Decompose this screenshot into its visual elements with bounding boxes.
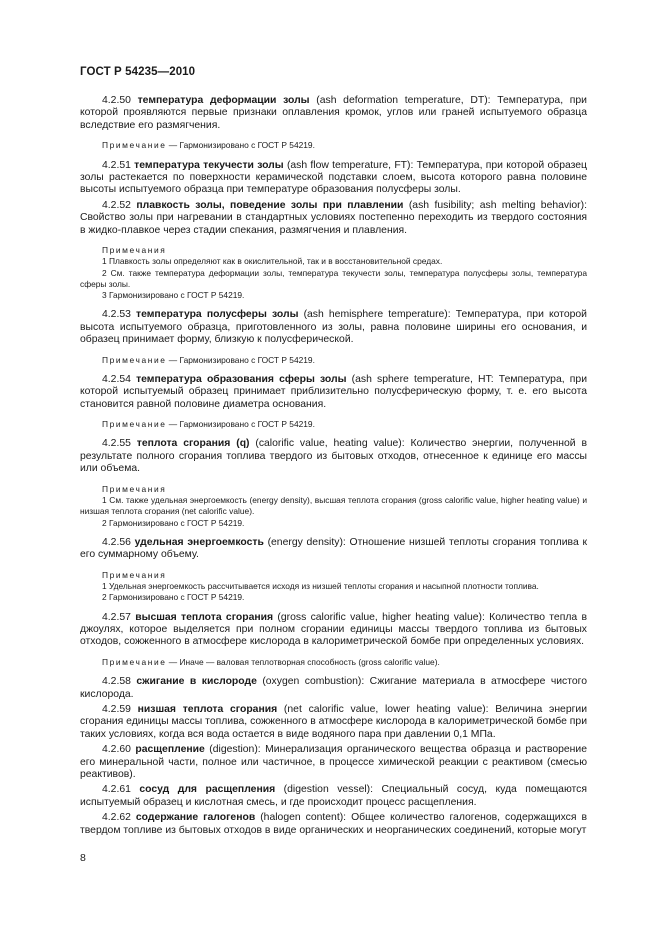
term-number: 4.2.58 — [102, 676, 131, 688]
term-number: 4.2.50 — [102, 95, 131, 106]
notes-label: Примечания — [102, 483, 167, 494]
term-definition — [80, 160, 587, 197]
spacer — [80, 430, 587, 438]
term-number: 4.2.51 — [102, 159, 131, 171]
term-number: 4.2.53 — [102, 309, 131, 321]
term-definition — [80, 784, 587, 809]
spacer — [80, 649, 587, 657]
term-name: высшая теплота сгорания — [135, 611, 274, 623]
spacer — [80, 132, 587, 140]
note — [80, 140, 587, 151]
term-number: 4.2.57 — [102, 611, 131, 623]
note-text: — Гармонизировано с ГОСТ Р 54219. — [166, 140, 315, 151]
term-text: (gross calorific value, higher heating value): Количество тепла в джоулях, которое выделяется при полном сгорании единицы массы твердого топлива из бытовых отходов, сожженного в атмосфере кислорода в калориметрической бомбе при определенных условиях. — [80, 611, 587, 648]
term-text: (digestion vessel): Специальный сосуд, куда помещаются испытуемый образец и кислотная смесь, и где происходит процесс расщепления. — [80, 784, 587, 808]
term-definition — [80, 309, 587, 346]
term-number: 4.2.61 — [102, 784, 131, 796]
spacer — [80, 529, 587, 537]
term-definition — [80, 812, 587, 837]
note-label: Примечание — [102, 656, 167, 667]
term-definition — [80, 200, 587, 237]
term-number: 4.2.62 — [102, 812, 131, 824]
term-text: (halogen content): Общее количество галогенов, содержащихся в твердом топливе из бытовых отходов в виде органических и неорганических соединений, которые могут — [80, 812, 588, 836]
spacer — [80, 347, 587, 355]
note-item: 1 Удельная энергоемкость рассчитывается исходя из низшей теплоты сгорания и насыпной плотности топлива. — [102, 580, 539, 591]
term-text: (ash hemisphere temperature): Температура, при которой высота испытуемого образца, приготовленного из золы, равна половине ширины его основания, и образец принимает форму, близкую к полусферической. — [80, 309, 587, 346]
term-text: (calorific value, heating value): Количество энергии, полученной в результате полного сгорания топлива твердого из бытовых отходов, отнесенное к единице его массы или объема. — [80, 438, 587, 475]
term-number: 4.2.54 — [102, 373, 131, 385]
notes-label: Примечания — [102, 569, 167, 580]
notes-label: Примечания — [102, 244, 167, 255]
note-item: 2 Гармонизировано с ГОСТ Р 54219. — [102, 592, 245, 603]
spacer — [80, 604, 587, 612]
term-name: низшая теплота сгорания — [137, 703, 278, 715]
note-text: — Гармонизировано с ГОСТ Р 54219. — [166, 419, 315, 430]
term-text: (ash deformation temperature, DT): Температура, при которой проявляются первые признаки оплавления кромок, углов или граней испытуемого образца вследствие его размягчения. — [80, 95, 587, 131]
note-label: Примечание — [102, 354, 167, 365]
spacer — [80, 562, 587, 570]
term-definition — [80, 744, 587, 781]
note-item: 2 Гармонизировано с ГОСТ Р 54219. — [102, 517, 245, 528]
note-item: 3 Гармонизировано с ГОСТ Р 54219. — [102, 290, 245, 301]
term-number: 4.2.56 — [102, 536, 131, 548]
term-name: температура образования сферы золы — [136, 373, 347, 385]
spacer — [80, 411, 587, 419]
term-definition — [80, 612, 587, 649]
term-text: (net calorific value, lower heating value): Величина энергии сгорания единицы массы топлива, сожженного в атмосфере кислорода в калориметрической бомбе при таких условиях, когда вся вода остается в виде водяного пара при давлении 0,1 МПа. — [80, 703, 588, 740]
note-text: — Гармонизировано с ГОСТ Р 54219. — [166, 354, 315, 365]
term-name: сосуд для расщепления — [139, 784, 276, 796]
note-text: — Иначе — валовая теплотворная способность (gross calorific value). — [166, 656, 440, 667]
term-text: (oxygen combustion): Сжигание материала в атмосфере чистого кислорода. — [80, 676, 587, 700]
spacer — [80, 237, 587, 245]
term-definition — [80, 704, 587, 741]
term-number: 4.2.55 — [102, 438, 131, 450]
term-definition — [80, 676, 587, 701]
term-text: (ash fusibility; ash melting behavior): Свойство золы при нагревании в стандартных условиях постепенно переходить из твердого состояния в жидко-плавкое через стадии спекания, размягчения и плавления. — [80, 199, 587, 236]
page-number: 8 — [80, 852, 86, 864]
note — [80, 419, 587, 430]
spacer — [80, 366, 587, 374]
term-text: (ash sphere temperature, HT: Температура, при которой испытуемый образец принимает приблизительно полусферическую форму, т. е. его высота становится равной половине диаметра основания. — [80, 373, 587, 410]
note-item: 2 См. также температура деформации золы, температура текучести золы, температура полусферы золы, температура сферы золы. — [80, 267, 587, 289]
term-text: (energy density): Отношение низшей теплоты сгорания топлива к его суммарному объему. — [80, 536, 587, 561]
term-name: температура полусферы золы — [136, 309, 299, 321]
spacer — [80, 152, 587, 160]
term-definition — [80, 438, 587, 475]
spacer — [80, 668, 587, 676]
term-text: (ash flow temperature, FT): Температура, при которой образец золы растекается по поверхности керамической подставки слоем, высота которого равна половине высоты испытуемого образца при температуре образования полусферы золы. — [80, 159, 588, 196]
spacer — [80, 476, 587, 484]
term-definition — [80, 537, 587, 562]
term-text: (digestion): Минерализация органического вещества образца и растворение его минеральной части, полное или частичное, в процессе химической реакции с реактивом (смесью реактивов). — [80, 744, 587, 780]
term-name: расщепление — [135, 744, 205, 756]
term-name: сжигание в кислороде — [136, 676, 257, 688]
note-label: Примечание — [102, 140, 167, 151]
term-name: плавкость золы, поведение золы при плавлении — [136, 199, 404, 211]
term-number: 4.2.59 — [102, 703, 131, 715]
term-number: 4.2.52 — [102, 199, 131, 211]
term-name: температура деформации золы — [137, 95, 310, 106]
term-definition — [80, 374, 587, 411]
document-body — [80, 95, 587, 837]
term-name: содержание галогенов — [135, 812, 256, 824]
note — [80, 657, 587, 668]
term-name: удельная энергоемкость — [134, 536, 264, 548]
term-definition — [80, 95, 587, 132]
document-header: ГОСТ Р 54235—2010 — [80, 66, 196, 78]
note-item: 1 См. также удельная энергоемкость (energy density), высшая теплота сгорания (gross calorific value, higher heating value) и низшая теплота сгорания (net calorific value). — [80, 494, 587, 517]
note — [80, 355, 587, 366]
note-label: Примечание — [102, 419, 167, 430]
term-number: 4.2.60 — [102, 744, 131, 756]
note-item: 1 Плавкость золы определяют как в окислительной, так и в восстановительной средах. — [102, 256, 443, 267]
term-name: теплота сгорания (q) — [136, 438, 250, 450]
term-name: температура текучести золы — [134, 159, 284, 171]
